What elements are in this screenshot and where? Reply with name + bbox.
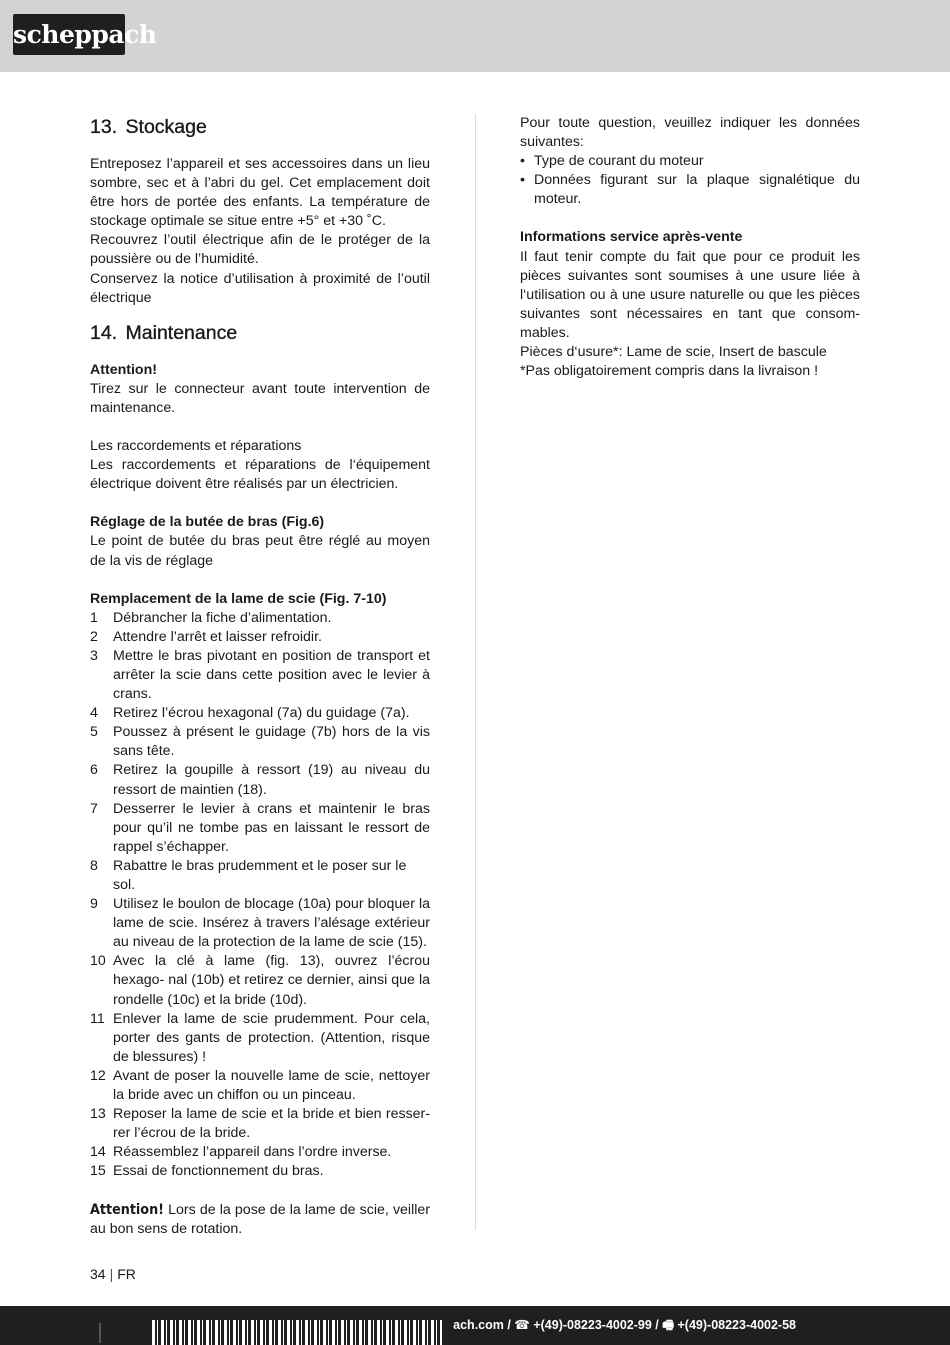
list-item: 11 Enlever la lame de scie prudemment. Pour cela, porter des gants de protection. (Attention, risque de blessures) !	[90, 1010, 430, 1065]
section-14-heading	[90, 320, 430, 346]
list-item: 7 Desserrer le levier à crans et maintenir le bras pour qu’il ne tombe pas en laissant le ressort de rappel s’échapper.	[90, 800, 430, 855]
list-item: 5 Poussez à présent le guidage (7b) hors de la vis sans tête.	[90, 724, 430, 760]
delivery-note: *Pas obligatoirement compris dans la livraison !	[520, 363, 819, 380]
storage-paragraph-3: Conservez la notice d’utilisation à proximité de l’outil électrique	[90, 270, 430, 306]
list-item: 8 Rabattre le bras prudemment et le poser sur le sol.	[90, 857, 407, 893]
page-number: 34	[90, 1266, 106, 1282]
service-text: Il faut tenir compte du fait que pour ce produit les pièces suivantes sont soumises à une usure liée à l‘utilisation ou à une usure naturelle ou que les pièces suivantes sont nécessaires en tant que consom- mables.	[520, 248, 860, 341]
section-14-title: Maintenance	[125, 321, 238, 344]
page-footer-number: 34 | FR	[90, 1266, 136, 1282]
left-column	[90, 114, 430, 1239]
section-13-number: 13.	[90, 116, 118, 138]
arm-stop-heading: Réglage de la butée de bras (Fig.6)	[90, 514, 325, 531]
brand-logo: scheppach	[13, 14, 125, 55]
section-13-title: Stockage	[125, 116, 207, 138]
blade-replacement-steps	[90, 609, 430, 1182]
list-item: 9 Utilisez le boulon de blocage (10a) pour bloquer la lame de scie. Insérez à travers l’alésage extérieur au niveau de la protection de la lame de scie (15).	[90, 896, 430, 951]
list-item: 1 Débrancher la fiche d’alimentation.	[90, 609, 332, 626]
list-item: 13 Reposer la lame de scie et la bride et bien resser- rer l’écrou de la bride.	[90, 1106, 430, 1142]
wear-parts: Pièces d‘usure*: Lame de scie, Insert de bascule	[520, 344, 827, 361]
column-divider	[475, 114, 476, 1230]
footer-contact: ach.com / ☎ +(49)-08223-4002-99 / 🖷 +(49)-08223-4002-58	[453, 1318, 796, 1332]
service-heading: Informations service après-vente	[520, 229, 743, 246]
list-item: 3 Mettre le bras pivotant en position de transport et arrêter la scie dans cette position avec le levier à crans.	[90, 647, 430, 703]
list-item: 6 Retirez la goupille à ressort (19) au niveau du ressort de maintien (18).	[90, 762, 430, 798]
connections-text: Les raccordements et réparations de l‘équipement électrique doivent être réalisés par un électricien.	[90, 457, 430, 493]
header-bar	[0, 0, 950, 72]
list-item: 4 Retirez l’écrou hexagonal (7a) du guidage (7a).	[90, 705, 410, 722]
page-language: FR	[117, 1266, 136, 1282]
list-item: • Données figurant sur la plaque signalétique du moteur.	[520, 172, 860, 208]
rotation-warning	[90, 1201, 430, 1239]
list-item: 12 Avant de poser la nouvelle lame de scie, nettoyer la bride avec un chiffon ou un pinceau.	[90, 1067, 430, 1104]
rotation-warning-text: Lors de la pose de la lame de scie, veiller au bon sens de rotation.	[90, 1201, 430, 1237]
list-item: 14 Réassemblez l’appareil dans l’ordre inverse.	[90, 1144, 392, 1161]
connections-heading: Les raccordements et réparations	[90, 438, 302, 455]
list-item: 15 Essai de fonctionnement du bras.	[90, 1163, 324, 1180]
storage-paragraph-2: Recouvrez l’outil électrique afin de le protéger de la poussière ou de l’humidité.	[90, 232, 430, 268]
attention-heading: Attention!	[90, 361, 157, 378]
section-13-heading	[90, 114, 430, 140]
list-item: 10 Avec la clé à lame (fig. 13), ouvrez l’écrou hexago- nal (10b) et retirez ce dernier, ainsi que la rondelle (10c) et la bride (10d).	[90, 953, 430, 1008]
arm-stop-text: Le point de butée du bras peut être réglé au moyen de la vis de réglage	[90, 533, 430, 569]
footer-barcode	[152, 1320, 442, 1345]
required-data-list	[520, 152, 860, 209]
questions-intro: Pour toute question, veuillez indiquer les données suivantes:	[520, 115, 860, 151]
rotation-warning-lead: Attention!	[90, 1201, 164, 1218]
right-column	[520, 114, 860, 381]
footer-mark	[99, 1323, 101, 1343]
footer-bar	[0, 1306, 950, 1345]
list-item: • Type de courant du moteur	[520, 153, 704, 170]
storage-paragraph-1: Entreposez l’appareil et ses accessoires dans un lieu sombre, sec et à l’abri du gel. Cet emplacement doit être hors de portée des enfants. La température de stockage optimale se situe entre +5° et +30 ˚C.	[90, 156, 430, 230]
section-14-number: 14.	[90, 321, 118, 344]
blade-replacement-heading: Remplacement de la lame de scie (Fig. 7-10)	[90, 590, 387, 607]
attention-text: Tirez sur le connecteur avant toute intervention de maintenance.	[90, 380, 430, 416]
list-item: 2 Attendre l’arrêt et laisser refroidir.	[90, 628, 322, 645]
